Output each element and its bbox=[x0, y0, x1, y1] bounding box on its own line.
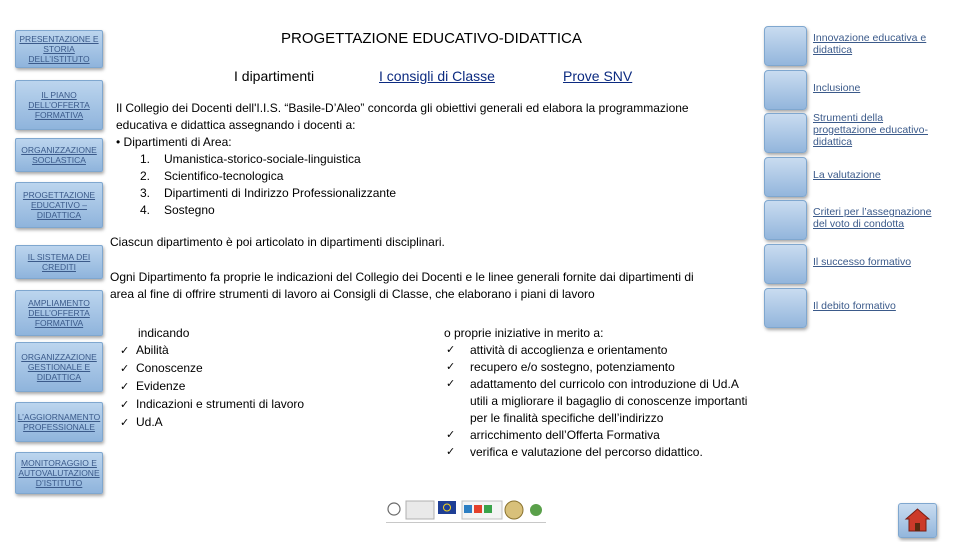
articulation-text: Ciascun dipartimento è poi articolato in dipartimenti disciplinari. bbox=[110, 235, 445, 249]
nav-innovazione-button[interactable] bbox=[764, 26, 807, 66]
nav-criteri-condotta-button[interactable] bbox=[764, 200, 807, 240]
list-item bbox=[140, 185, 756, 202]
list-text: Abilità bbox=[136, 343, 169, 357]
list-text: verifica e valutazione del percorso didattico. bbox=[470, 445, 703, 459]
areas-list bbox=[116, 151, 756, 219]
nav-presentazione-button[interactable] bbox=[15, 30, 103, 68]
adoption-line: Ogni Dipartimento fa proprie le indicazioni del Collegio dei Docenti e le linee generali fornite dai dipartimenti di bbox=[110, 270, 694, 284]
list-item bbox=[120, 414, 304, 432]
list-item bbox=[446, 376, 756, 427]
nav-strumenti-button[interactable] bbox=[764, 113, 807, 153]
list-text: Umanistica-storico-sociale-linguistica bbox=[164, 152, 361, 166]
check-icon: ✓ bbox=[446, 361, 456, 373]
nav-inclusione-button[interactable] bbox=[764, 70, 807, 110]
list-text: Indicazioni e strumenti di lavoro bbox=[136, 397, 305, 411]
link-strumenti[interactable]: Strumenti della progettazione educativo-didattica bbox=[813, 112, 928, 148]
tab-consigli-di-classe[interactable]: I consigli di Classe bbox=[379, 68, 495, 84]
home-icon bbox=[899, 504, 936, 537]
nav-piano-offerta-button[interactable] bbox=[15, 80, 103, 130]
list-item bbox=[446, 427, 756, 444]
nav-monitoraggio-button[interactable] bbox=[15, 452, 103, 494]
page-title: PROGETTAZIONE EDUCATIVO-DIDATTICA bbox=[281, 30, 582, 47]
areas-bullet: • Dipartimenti di Area: bbox=[116, 135, 232, 149]
list-item bbox=[120, 396, 304, 414]
nav-label: MONITORAGGIO E AUTOVALUTAZIONE D’ISTITUTO bbox=[18, 458, 100, 488]
list-item bbox=[446, 359, 756, 376]
tab-prove-snv[interactable]: Prove SNV bbox=[563, 68, 633, 84]
check-icon: ✓ bbox=[120, 417, 130, 429]
nav-successo-formativo-button[interactable] bbox=[764, 244, 807, 284]
intro-line: Il Collegio dei Docenti dell'I.I.S. “Basile-D’Aleo” concorda gli obiettivi generali ed elabora la programmazione bbox=[116, 101, 689, 115]
check-icon: ✓ bbox=[446, 378, 456, 390]
adoption-line: area al fine di offrire strumenti di lavoro ai Consigli di Classe, che elaborano i piani di lavoro bbox=[110, 287, 595, 301]
link-debito-formativo[interactable]: Il debito formativo bbox=[813, 300, 896, 312]
sponsor-logos bbox=[386, 498, 556, 524]
nav-label: ORGANIZZAZIONE GESTIONALE E DIDATTICA bbox=[21, 352, 97, 382]
list-item bbox=[120, 342, 304, 360]
list-text: recupero e/o sostegno, potenziamento bbox=[470, 360, 675, 374]
link-criteri-condotta[interactable]: Criteri per l’assegnazione del voto di condotta bbox=[813, 206, 932, 230]
check-icon: ✓ bbox=[446, 429, 456, 441]
nav-organizzazione-scolastica-button[interactable] bbox=[15, 138, 103, 172]
nav-label: IL PIANO DELL’OFFERTA FORMATIVA bbox=[28, 90, 90, 120]
list-text: Scientifico-tecnologica bbox=[164, 169, 284, 183]
list-text: Conoscenze bbox=[136, 361, 203, 375]
link-successo-formativo[interactable]: Il successo formativo bbox=[813, 256, 912, 268]
list-item bbox=[140, 151, 756, 168]
list-item bbox=[120, 360, 304, 378]
list-item bbox=[446, 342, 756, 359]
left-checklist bbox=[120, 342, 304, 432]
nav-ampliamento-button[interactable] bbox=[15, 290, 103, 336]
link-valutazione[interactable]: La valutazione bbox=[813, 169, 881, 181]
nav-label: ORGANIZZAZIONE SOCLASTICA bbox=[21, 145, 97, 165]
tab-dipartimenti[interactable]: I dipartimenti bbox=[234, 68, 315, 84]
nav-valutazione-button[interactable] bbox=[764, 157, 807, 197]
list-number: 3. bbox=[140, 186, 151, 200]
list-text: attività di accoglienza e orientamento bbox=[470, 343, 668, 357]
list-text: Evidenze bbox=[136, 379, 186, 393]
nav-label: IL SISTEMA DEI CREDITI bbox=[27, 252, 91, 272]
list-text: Ud.A bbox=[136, 415, 163, 429]
nav-sistema-crediti-button[interactable] bbox=[15, 245, 103, 279]
nav-label: L’AGGIORNAMENTO PROFESSIONALE bbox=[17, 412, 101, 432]
intro-line: educativa e didattica assegnando i docenti a: bbox=[116, 118, 356, 132]
nav-aggiornamento-button[interactable] bbox=[15, 402, 103, 442]
check-icon: ✓ bbox=[120, 399, 130, 411]
home-button[interactable] bbox=[898, 503, 937, 538]
adoption-paragraph bbox=[110, 269, 760, 303]
check-icon: ✓ bbox=[446, 344, 456, 356]
check-icon: ✓ bbox=[446, 446, 456, 458]
list-number: 1. bbox=[140, 152, 151, 166]
list-item bbox=[446, 444, 756, 461]
nav-organizzazione-gestionale-button[interactable] bbox=[15, 342, 103, 392]
right-col-head: o proprie iniziative in merito a: bbox=[444, 326, 604, 340]
check-icon: ✓ bbox=[120, 381, 130, 393]
nav-label: PROGETTAZIONE EDUCATIVO – DIDATTICA bbox=[22, 190, 96, 220]
check-icon: ✓ bbox=[120, 345, 130, 357]
list-item bbox=[140, 168, 756, 185]
logos-icon bbox=[386, 498, 556, 524]
link-inclusione[interactable]: Inclusione bbox=[813, 82, 861, 94]
nav-label: PRESENTAZIONE E STORIA DELL’ISTITUTO bbox=[19, 34, 99, 64]
list-text: arricchimento dell’Offerta Formativa bbox=[470, 428, 660, 442]
check-icon: ✓ bbox=[120, 363, 130, 375]
list-number: 2. bbox=[140, 169, 151, 183]
list-item bbox=[140, 202, 756, 219]
right-checklist bbox=[446, 342, 756, 461]
nav-progettazione-button[interactable] bbox=[15, 182, 103, 228]
list-text: Dipartimenti di Indirizzo Professionalizzante bbox=[164, 186, 397, 200]
list-number: 4. bbox=[140, 203, 151, 217]
nav-debito-formativo-button[interactable] bbox=[764, 288, 807, 328]
list-item bbox=[120, 378, 304, 396]
left-col-head: indicando bbox=[138, 326, 190, 340]
intro-paragraph bbox=[116, 100, 756, 219]
nav-label: AMPLIAMENTO DELL’OFFERTA FORMATIVA bbox=[28, 298, 90, 328]
list-text: adattamento del curricolo con introduzione di Ud.A utili a migliorare il bagaglio di conoscenze importanti per le finalità specifiche dell’indirizzo bbox=[470, 377, 748, 425]
list-text: Sostegno bbox=[164, 203, 215, 217]
link-innovazione[interactable]: Innovazione educativa e didattica bbox=[813, 32, 927, 56]
